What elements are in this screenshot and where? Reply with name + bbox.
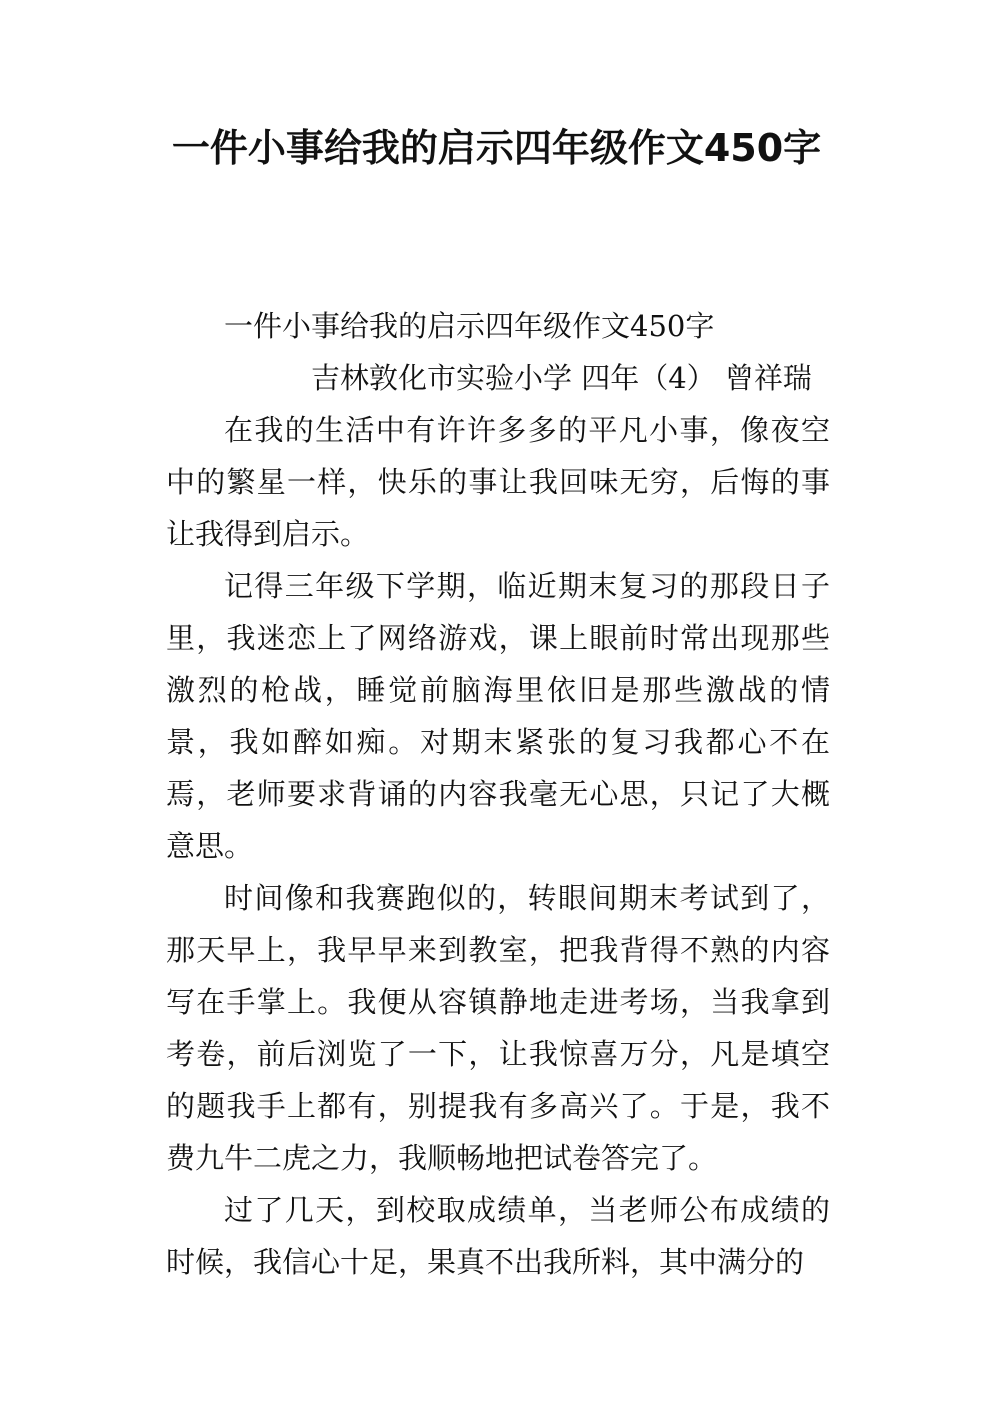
document-title: 一件小事给我的启示四年级作文450字 [171,126,822,170]
paragraph-3: 时间像和我赛跑似的，转眼间期末考试到了，那天早上，我早早来到教室，把我背得不熟的内容写在手掌上。我便从容镇静地走进考场，当我拿到考卷，前后浏览了一下，让我惊喜万分，凡是填空的题我手上都有，别提我有多高兴了。于是，我不费九牛二虎之力，我顺畅地把试卷答完了。 [166,881,830,1175]
paragraph-1: 在我的生活中有许许多多的平凡小事，像夜空中的繁星一样，快乐的事让我回味无穷，后悔的事让我得到启示。 [166,413,830,551]
essay-subtitle: 一件小事给我的启示四年级作文450字 [224,309,715,343]
document-body [166,300,830,1288]
paragraph-4: 过了几天，到校取成绩单，当老师公布成绩的时候，我信心十足，果真不出我所料，其中满分的 [166,1193,830,1279]
paragraph-2: 记得三年级下学期，临近期末复习的那段日子里，我迷恋上了网络游戏，课上眼前时常出现那些激烈的枪战，睡觉前脑海里依旧是那些激战的情景，我如醉如痴。对期末紧张的复习我都心不在焉，老师要求背诵的内容我毫无心思，只记了大概意思。 [166,569,830,863]
author-byline: 吉林敦化市实验小学 四年（4） 曾祥瑞 [311,361,812,395]
